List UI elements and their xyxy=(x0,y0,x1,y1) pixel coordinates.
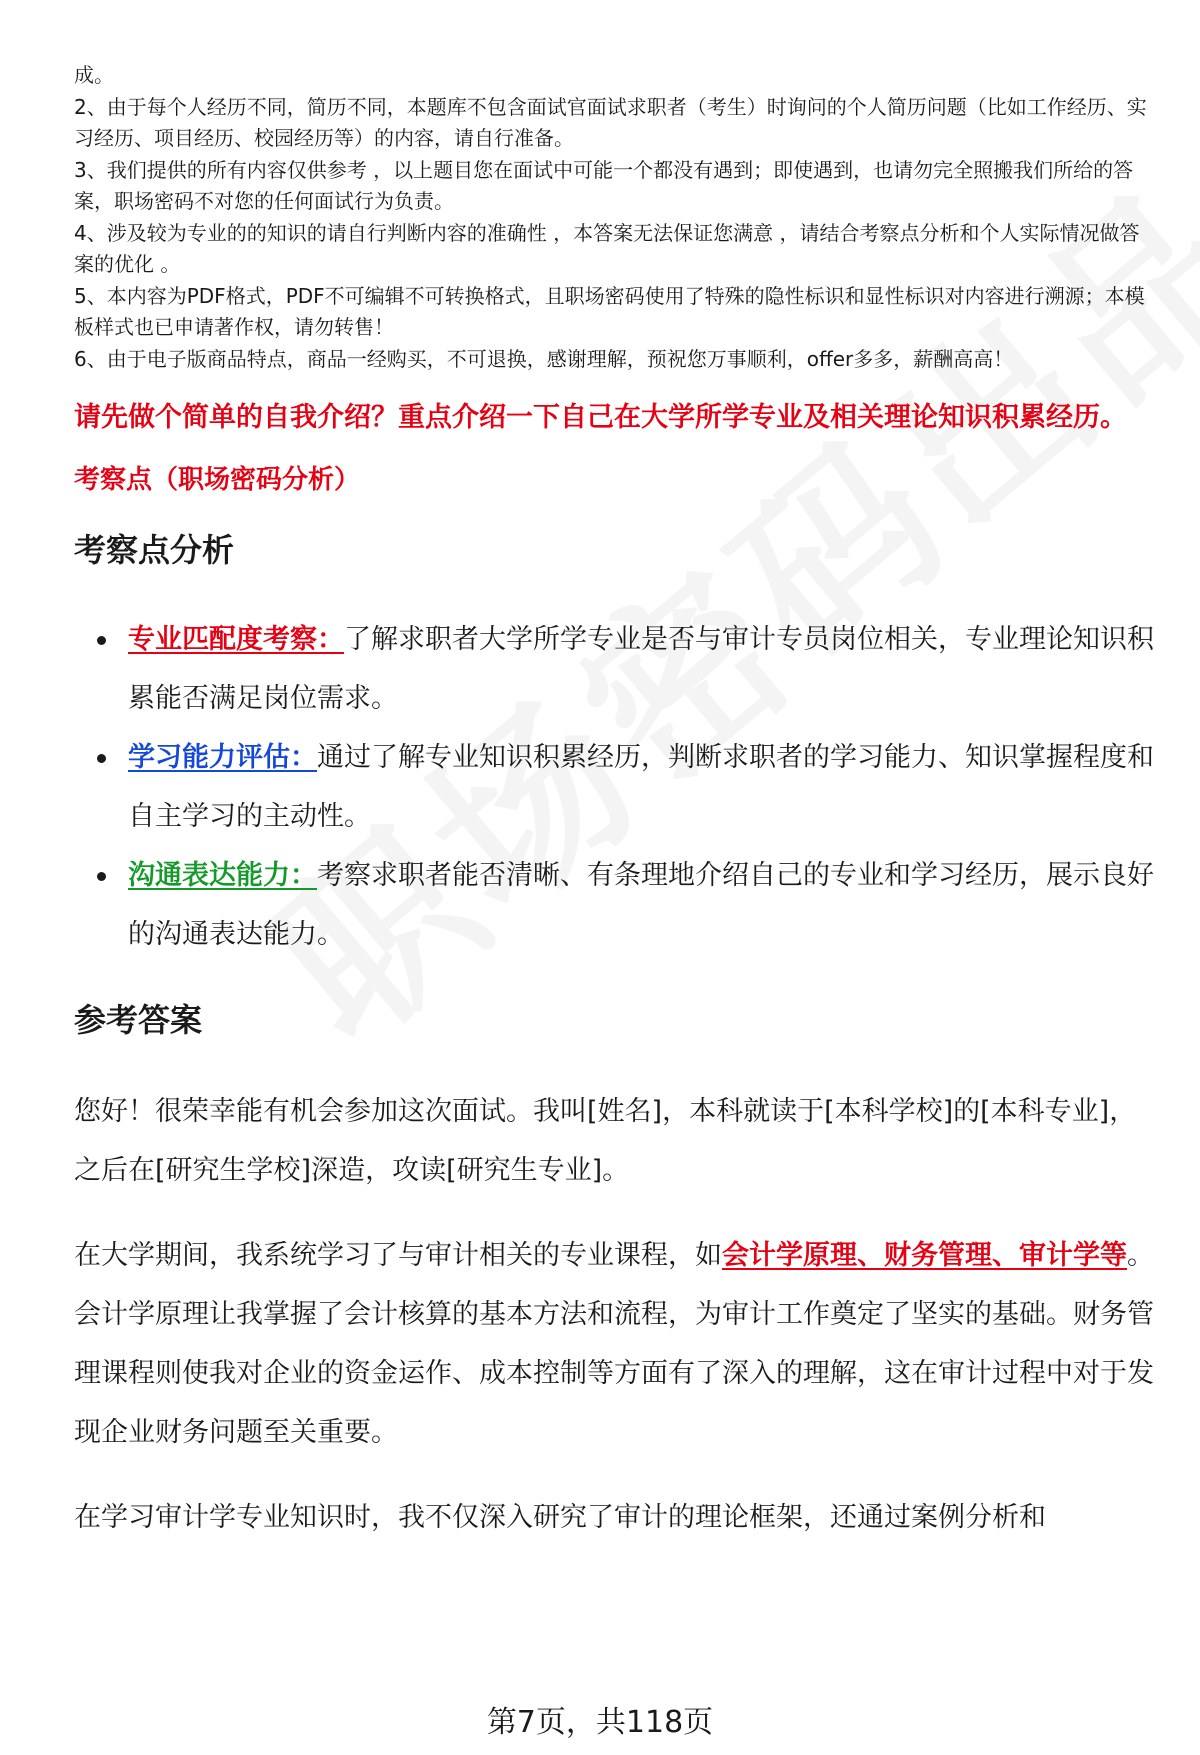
interview-question: 请先做个简单的自我介绍？重点介绍一下自己在大学所学专业及相关理论知识积累经历。 xyxy=(74,402,1127,433)
list-item xyxy=(74,728,1156,846)
bullet-keyword: 专业匹配度考察： xyxy=(128,624,344,655)
answer-heading: 参考答案 xyxy=(74,1001,203,1039)
answer-paragraph xyxy=(74,1226,1156,1462)
analysis-list xyxy=(74,610,1156,964)
answer-text: 。会计学原理让我掌握了会计核算的基本方法和流程，为审计工作奠定了坚实的基础。财务管理课程则使我对企业的资金运作、成本控制等方面有了深入的理解，这在审计过程中对于发现企业财务问题至关重要。 xyxy=(74,1240,1154,1448)
exam-point-label: 考察点（职场密码分析） xyxy=(74,465,361,495)
list-item xyxy=(74,846,1156,964)
notes-section xyxy=(74,60,1156,375)
bullet-text: 考察求职者能否清晰、有条理地介绍自己的专业和学习经历，展示良好的沟通表达能力。 xyxy=(128,860,1154,950)
answer-paragraph: 在学习审计学专业知识时，我不仅深入研究了审计的理论框架，还通过案例分析和 xyxy=(74,1502,1046,1533)
note-item: 4、涉及较为专业的的知识的请自行判断内容的准确性 ，本答案无法保证您满意 ，请结合考察点分析和个人实际情况做答案的优化 。 xyxy=(74,220,1140,276)
note-item: 5、本内容为PDF格式，PDF不可编辑不可转换格式，且职场密码使用了特殊的隐性标识和显性标识对内容进行溯源；本模板样式也已申请著作权，请勿转售！ xyxy=(74,283,1145,339)
note-item: 2、由于每个人经历不同，简历不同，本题库不包含面试官面试求职者（考生）时询问的个人简历问题（比如工作经历、实习经历、项目经历、校园经历等）的内容，请自行准备。 xyxy=(74,94,1147,150)
page-footer: 第7页，共118页 xyxy=(486,1705,714,1740)
bullet-keyword: 学习能力评估： xyxy=(128,742,317,773)
answer-text: 在大学期间，我系统学习了与审计相关的专业课程，如 xyxy=(74,1240,722,1271)
page-content xyxy=(74,60,1156,1547)
analysis-heading: 考察点分析 xyxy=(74,531,235,569)
bullet-keyword: 沟通表达能力： xyxy=(128,860,317,891)
bullet-text: 通过了解专业知识积累经历，判断求职者的学习能力、知识掌握程度和自主学习的主动性。 xyxy=(128,742,1154,832)
list-item xyxy=(74,610,1156,728)
note-item: 6、由于电子版商品特点，商品一经购买，不可退换，感谢理解，预祝您万事顺利，offer多多，薪酬高高！ xyxy=(74,346,1014,371)
answer-paragraph: 您好！很荣幸能有机会参加这次面试。我叫[姓名]，本科就读于[本科学校]的[本科专业]，之后在[研究生学校]深造，攻读[研究生专业]。 xyxy=(74,1096,1137,1186)
note-item: 3、我们提供的所有内容仅供参考 ，以上题目您在面试中可能一个都没有遇到；即使遇到，也请勿完全照搬我们所给的答案，职场密码不对您的任何面试行为负责。 xyxy=(74,157,1134,213)
note-item: 成。 xyxy=(74,63,114,87)
answer-highlight: 会计学原理、财务管理、审计学等 xyxy=(722,1240,1127,1271)
bullet-text: 了解求职者大学所学专业是否与审计专员岗位相关，专业理论知识积累能否满足岗位需求。 xyxy=(128,624,1154,714)
